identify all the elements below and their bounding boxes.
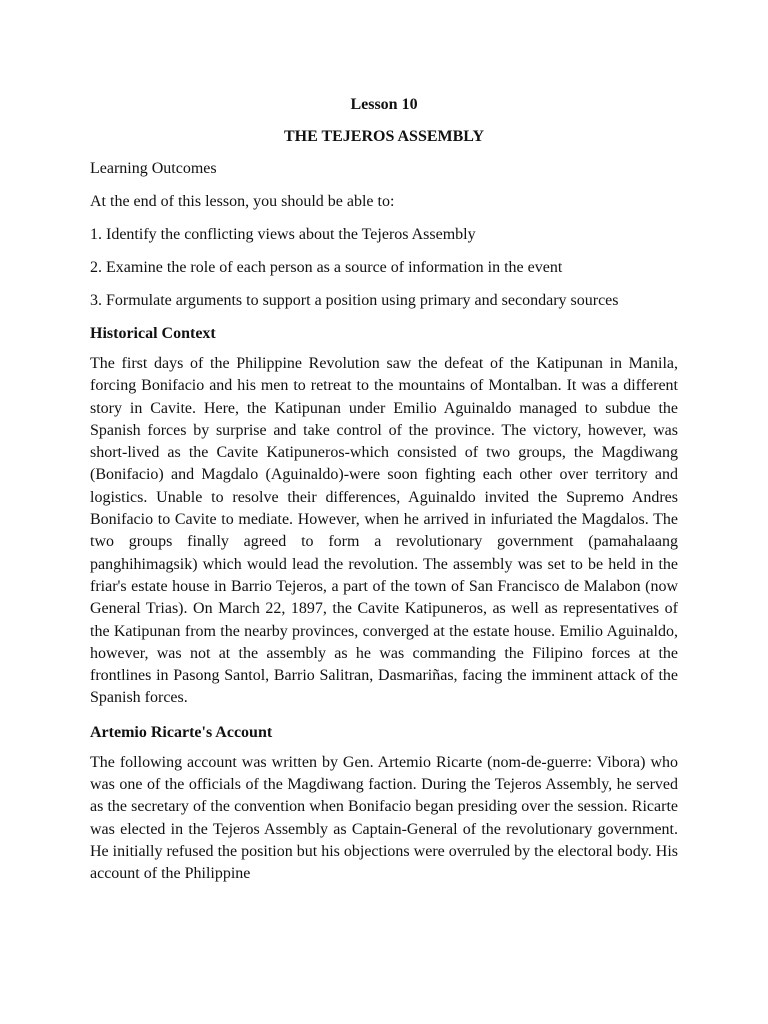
lesson-title: THE TEJEROS ASSEMBLY xyxy=(283,128,485,145)
ricarte-account-heading: Artemio Ricarte's Account xyxy=(90,723,273,741)
learning-outcomes-label: Learning Outcomes xyxy=(90,160,217,177)
historical-context-paragraph: The first days of the Philippine Revolution saw the defeat of the Katipunan in Manila, forcing Bonifacio and his men to retreat to the mountains of Montalban. It was a different story in Cavite. Here, the Katipunan under Emilio Aguinaldo managed to subdue the Spanish forces by surprise and take control of the province. The victory, however, was short-lived as the Cavite Katipuneros-which consisted of two groups, the Magdiwang (Bonifacio) and Magdalo (Aguinaldo)-were soon fighting each other over territory and logistics. Unable to resolve their differences, Aguinaldo invited the Supremo Andres Bonifacio to Cavite to mediate. However, when he arrived in infuriated the Magdalos. The two groups finally agreed to form a revolutionary government (pamahalaang panghihimagsik) which would lead the revolution. The assembly was set to be held in the friar's estate house in Barrio Tejeros, a part of the town of San Francisco de Malabon (now General Trias). On March 22, 1897, the Cavite Katipuneros, as well as representatives of the Katipunan from the nearby provinces, converged at the estate house. Emilio Aguinaldo, however, was not at the assembly as he was commanding the Filipino forces at the frontlines in Pasong Santol, Barrio Salitran, Dasmariñas, facing the imminent attack of the Spanish forces. xyxy=(90,355,678,707)
outcome-item: 1. Identify the conflicting views about the Tejeros Assembly xyxy=(90,226,476,243)
intro-line: At the end of this lesson, you should be able to: xyxy=(90,193,395,210)
outcome-item: 3. Formulate arguments to support a position using primary and secondary sources xyxy=(90,292,619,309)
historical-context-heading: Historical Context xyxy=(90,325,216,342)
ricarte-account-paragraph: The following account was written by Gen. Artemio Ricarte (nom-de-guerre: Vibora) who was one of the officials of the Magdiwang faction. During the Tejeros Assembly, he served as the secretary of the convention when Bonifacio began presiding over the session. Ricarte was elected in the Tejeros Assembly as Captain-General of the revolutionary government. He initially refused the position but his objections were overruled by the electoral body. His account of the Philippine xyxy=(90,753,678,883)
outcome-item: 2. Examine the role of each person as a source of information in the event xyxy=(90,259,563,276)
lesson-number: Lesson 10 xyxy=(350,96,418,113)
